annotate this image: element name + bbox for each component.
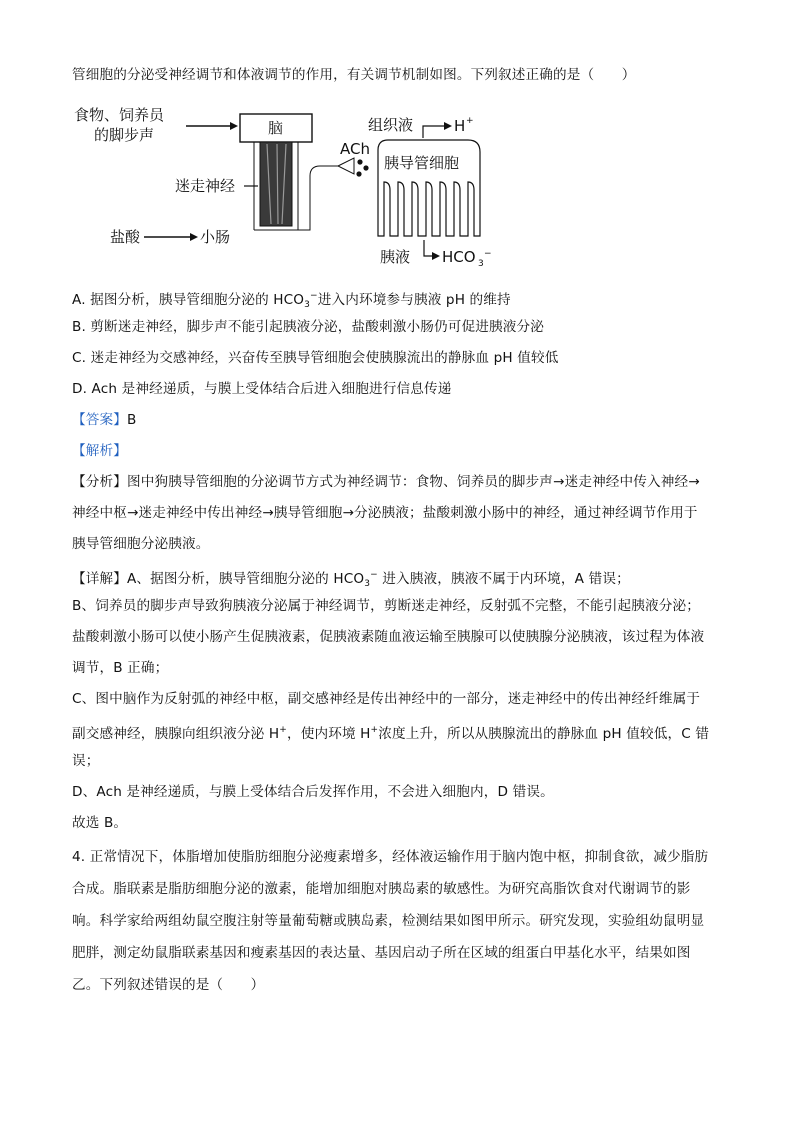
label-pancreatic-juice: 胰液 xyxy=(380,248,411,266)
label-vagus: 迷走神经 xyxy=(175,177,236,195)
analysis-heading: 【解析】 xyxy=(72,443,127,459)
q4-line-4: 肥胖，测定幼鼠脂联素基因和瘦素基因的表达量、基因启动子所在区域的组蛋白甲基化水平，结果如图 xyxy=(72,945,691,961)
option-c: C. 迷走神经为交感神经，兴奋传至胰导管细胞会使胰腺流出的静脉血 pH 值较低 xyxy=(72,350,559,366)
detail-b-line-1: B、饲养员的脚步声导致狗胰液分泌属于神经调节，剪断迷走神经，反射弧不完整，不能引起胰液分泌； xyxy=(72,598,700,614)
fenxi-line-2: 神经中枢→迷走神经中传出神经→胰导管细胞→分泌胰液；盐酸刺激小肠中的神经，通过神经调节作用于 xyxy=(72,505,698,521)
label-cell: 胰导管细胞 xyxy=(384,154,460,172)
label-hco-sup: − xyxy=(484,249,492,259)
label-tissue-fluid: 组织液 xyxy=(368,116,414,134)
q4-line-1: 4. 正常情况下，体脂增加使脂肪细胞分泌瘦素增多，经体液运输作用于脑内饱中枢，抑制食欲，减少脂肪 xyxy=(72,849,709,865)
option-a: A. 据图分析，胰导管细胞分泌的 $HCO_3^-$进入内环境参与胰液 pH 的维持 xyxy=(72,291,511,310)
detail-a: 【详解】A、据图分析，胰导管细胞分泌的 $HCO_3^-$ 进入胰液，胰液不属于内环境，A 错误； xyxy=(72,570,630,589)
q4-line-5: 乙。下列叙述错误的是（ ） xyxy=(72,977,265,993)
label-brain: 脑 xyxy=(268,119,284,137)
answer: 【答案】B xyxy=(72,412,137,428)
detail-d: D、Ach 是神经递质，与膜上受体结合后发挥作用，不会进入细胞内，D 错误。 xyxy=(72,784,554,800)
label-hco-sub: 3 xyxy=(478,259,484,269)
q4-line-2: 合成。脂联素是脂肪细胞分泌的激素，能增加细胞对胰岛素的敏感性。为研究高脂饮食对代谢调节的影 xyxy=(72,881,691,897)
label-hco: HCO xyxy=(442,248,476,266)
fenxi-line-3: 胰导管细胞分泌胰液。 xyxy=(72,536,210,552)
label-intestine: 小肠 xyxy=(200,228,231,246)
label-h: H xyxy=(454,117,466,135)
regulation-diagram xyxy=(72,104,512,274)
detail-b-line-3: 调节，B 正确； xyxy=(72,660,169,676)
label-food-1: 食物、饲养员 xyxy=(74,106,165,124)
conclusion: 故选 B。 xyxy=(72,815,128,831)
label-acid: 盐酸 xyxy=(110,228,141,246)
label-food-2: 的脚步声 xyxy=(94,126,155,144)
option-d: D. Ach 是神经递质，与膜上受体结合后进入细胞进行信息传递 xyxy=(72,381,452,397)
q4-line-3: 响。科学家给两组幼鼠空腹注射等量葡萄糖或胰岛素，检测结果如图甲所示。研究发现，实验组幼鼠明显 xyxy=(72,913,705,929)
detail-c-line-1: C、图中脑作为反射弧的神经中枢，副交感神经是传出神经中的一部分，迷走神经中的传出神经纤维属于 xyxy=(72,691,701,707)
fenxi-line-1: 【分析】图中狗胰导管细胞的分泌调节方式为神经调节：食物、饲养员的脚步声→迷走神经中传入神经→ xyxy=(72,474,700,490)
question-intro: 管细胞的分泌受神经调节和体液调节的作用，有关调节机制如图。下列叙述正确的是（ ） xyxy=(72,67,636,83)
detail-b-line-2: 盐酸刺激小肠可以使小肠产生促胰液素，促胰液素随血液运输至胰腺可以使胰腺分泌胰液，该过程为体液 xyxy=(72,629,705,645)
detail-c-line-2: 副交感神经，胰腺向组织液分泌 H+，使内环境 H+浓度上升，所以从胰腺流出的静脉血 pH 值较低，C 错 xyxy=(72,725,710,742)
label-h-sup: + xyxy=(466,116,474,126)
label-ach: ACh xyxy=(340,140,370,158)
option-b: B. 剪断迷走神经，脚步声不能引起胰液分泌，盐酸刺激小肠仍可促进胰液分泌 xyxy=(72,319,544,335)
detail-c-line-3: 误； xyxy=(72,753,100,769)
